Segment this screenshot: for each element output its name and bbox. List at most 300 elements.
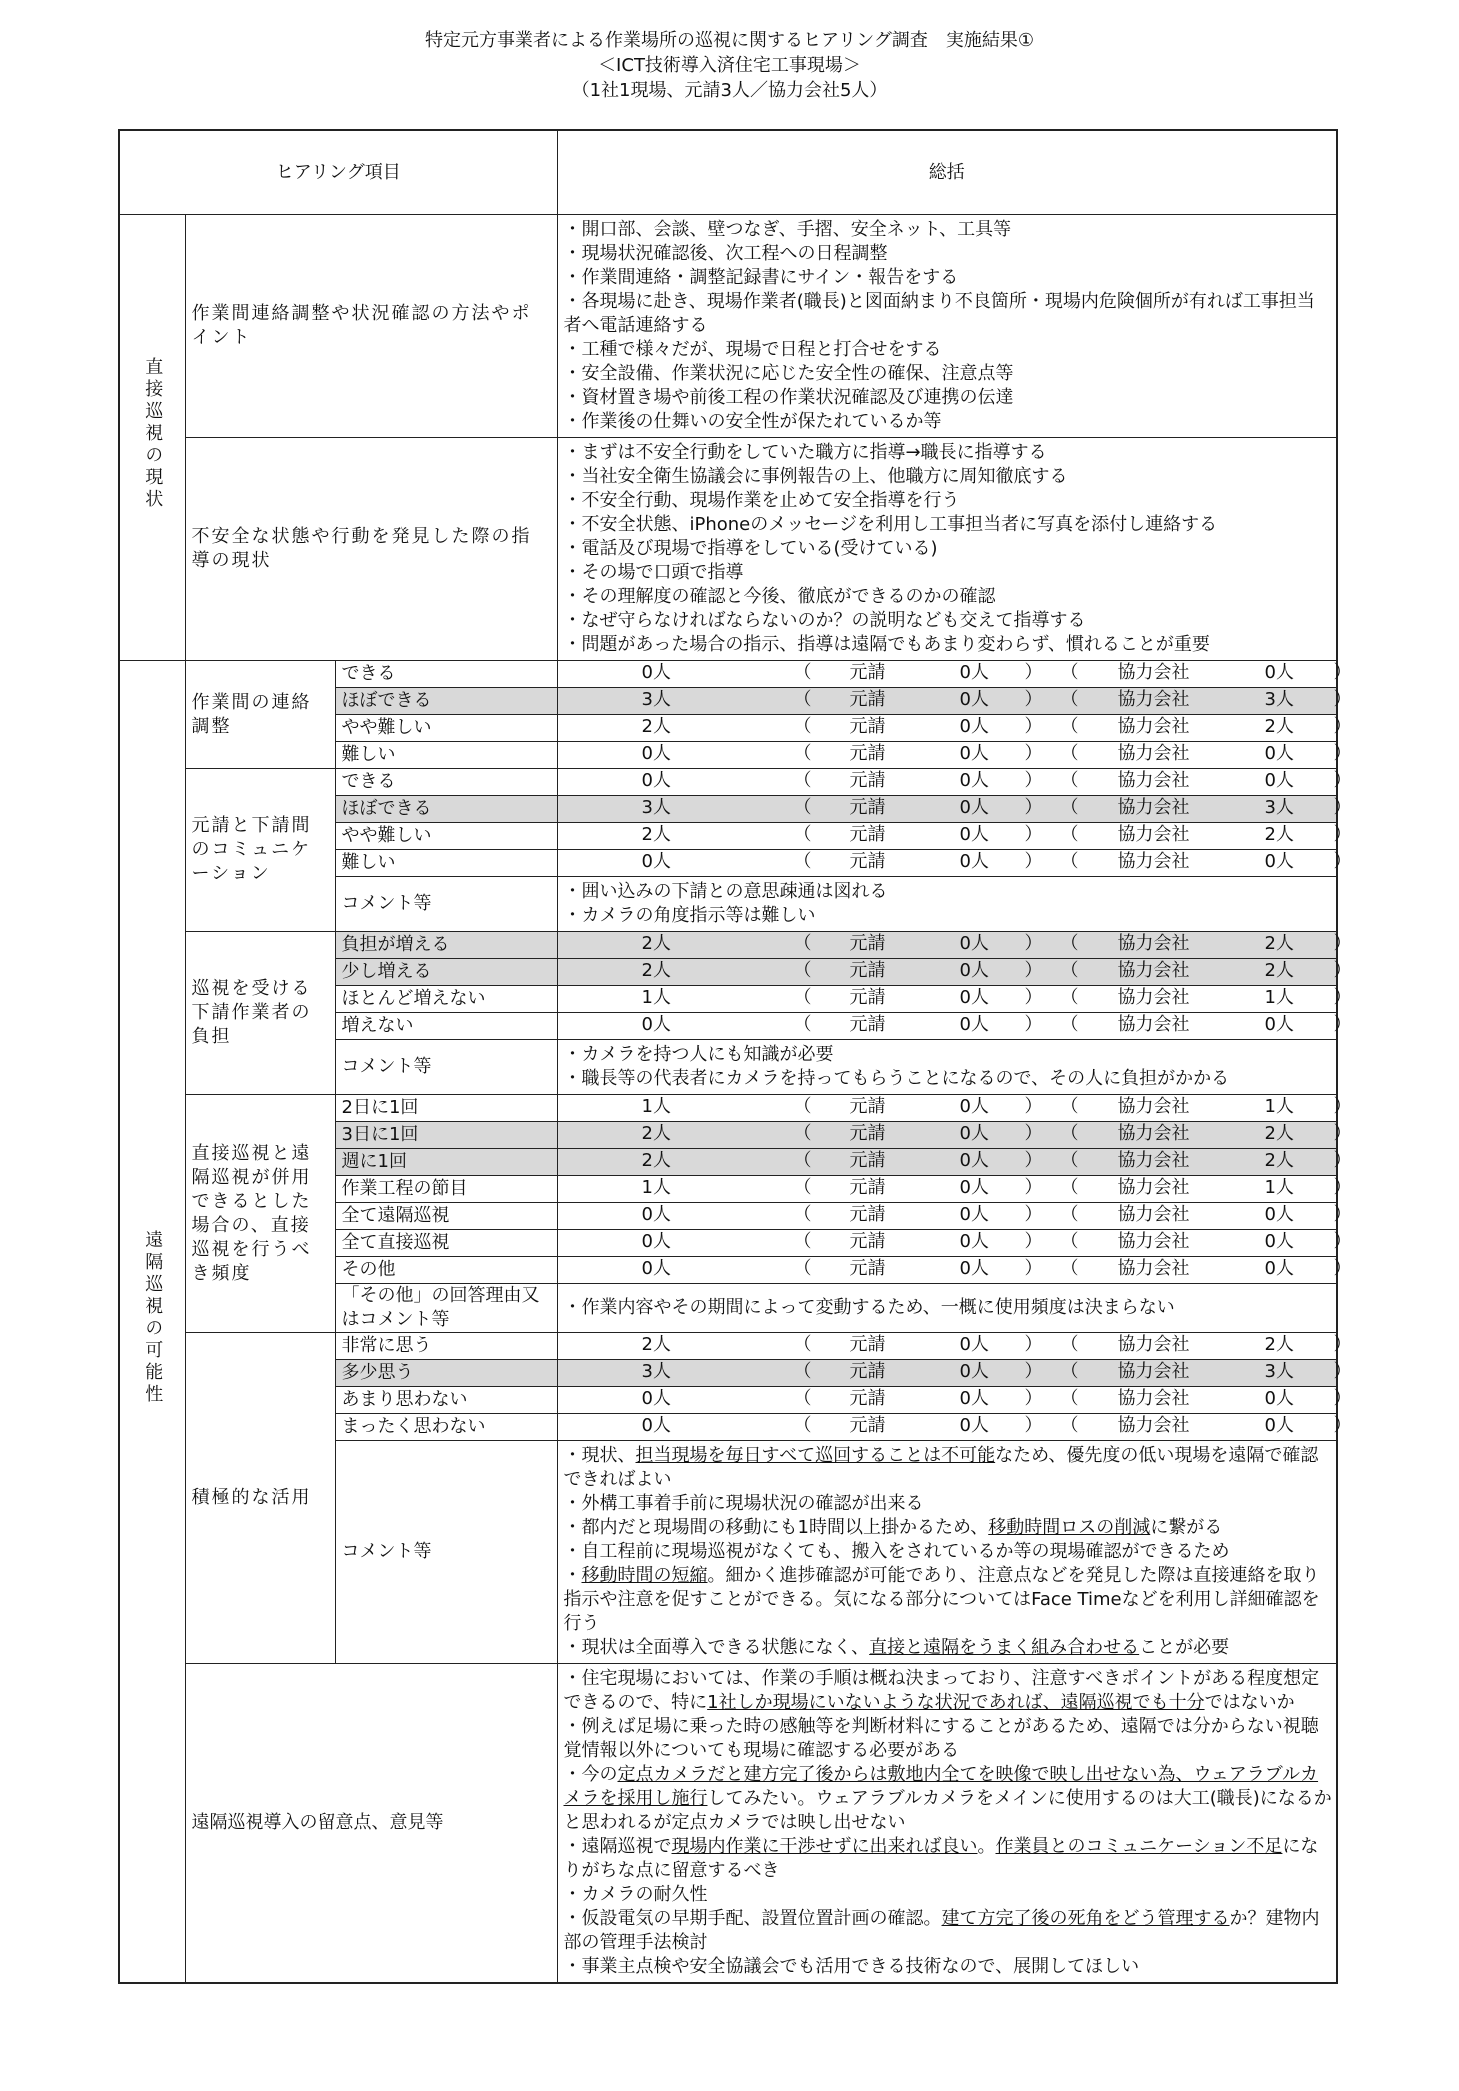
total-count: 1人 bbox=[641, 1096, 671, 1117]
comment-text: ・職長等の代表者にカメラを持ってもらうことになるので、その人に負担がかかる bbox=[563, 1068, 1230, 1089]
comment-line bbox=[564, 1564, 1333, 1636]
kyoryoku-count: 0人 bbox=[1264, 1204, 1294, 1225]
comment-line bbox=[564, 1067, 1333, 1091]
comment-text: してみたい。ウェアラブルカメラをメインに使用するのは大工(職長)になるかと思われるが定点カメラでは映し出せない bbox=[563, 1788, 1332, 1833]
comment-text: ・仮設電気の早期手配、設置位置計画の確認。 bbox=[563, 1908, 942, 1929]
section-direct-label: 直接巡視の現状 bbox=[142, 357, 164, 511]
group-label: 作業間の連絡調整 bbox=[185, 661, 335, 769]
motouke-label: 元請 bbox=[849, 987, 886, 1008]
paren-close: ） bbox=[1333, 1177, 1352, 1198]
paren-close: ） bbox=[1024, 1177, 1043, 1198]
kyoryoku-label: 協力会社 bbox=[1117, 1177, 1190, 1198]
item-label: 不安全な状態や行動を発見した際の指導の現状 bbox=[185, 438, 557, 661]
comment-line bbox=[564, 290, 1333, 338]
paren-close: ） bbox=[1333, 1204, 1352, 1225]
motouke-label: 元請 bbox=[849, 689, 886, 710]
paren-close: ） bbox=[1024, 1388, 1043, 1409]
paren-open: （ bbox=[1060, 1258, 1079, 1279]
comment-text: ・開口部、会談、壁つなぎ、手摺、安全ネット、工具等 bbox=[563, 219, 1012, 240]
motouke-count: 0人 bbox=[959, 1231, 989, 1252]
comment-cell bbox=[557, 877, 1337, 932]
comment-line bbox=[564, 1907, 1333, 1955]
kyoryoku-label: 協力会社 bbox=[1117, 1096, 1190, 1117]
kyoryoku-label: 協力会社 bbox=[1117, 1415, 1190, 1436]
comment-text: ・外構工事着手前に現場状況の確認が出来る bbox=[563, 1493, 924, 1514]
motouke-count: 0人 bbox=[959, 662, 989, 683]
comment-text: ・なぜ守らなければならないのか？の説明なども交えて指導する bbox=[563, 610, 1086, 631]
comment-text: 。細かく進捗確認が可能であり、注意点などを発見した際は直接連絡を取り指示や注意を促すことができる。気になる部分についてはFace Timeなどを利用し詳細確認を行う bbox=[563, 1565, 1320, 1634]
underlined-text: 担当現場を毎日すべて巡回することは不可能 bbox=[635, 1445, 996, 1466]
final-summary bbox=[557, 1664, 1337, 1984]
total-count: 0人 bbox=[641, 851, 671, 872]
option-counts bbox=[557, 1203, 1352, 1230]
option-row bbox=[119, 1333, 1337, 1360]
comment-line bbox=[564, 1955, 1333, 1979]
option-label: やや難しい bbox=[335, 715, 557, 742]
comment-line bbox=[564, 1516, 1333, 1540]
paren-close: ） bbox=[1333, 987, 1352, 1008]
comment-text: ・問題があった場合の指示、指導は遠隔でもあまり変わらず、慣れることが重要 bbox=[563, 634, 1210, 655]
total-count: 2人 bbox=[641, 960, 671, 981]
motouke-label: 元請 bbox=[849, 1361, 886, 1382]
paren-open: （ bbox=[1060, 960, 1079, 981]
comment-text: か？建物内部の管理手法検討 bbox=[563, 1908, 1320, 1953]
motouke-count: 0人 bbox=[959, 933, 989, 954]
kyoryoku-count: 0人 bbox=[1264, 1388, 1294, 1409]
title-line-1: 特定元方事業者による作業場所の巡視に関するヒアリング調査 実施結果① bbox=[424, 30, 1035, 51]
paren-open: （ bbox=[793, 743, 812, 764]
comment-text: ・まずは不安全行動をしていた職方に指導→職長に指導する bbox=[563, 442, 1047, 463]
kyoryoku-count: 2人 bbox=[1264, 1123, 1294, 1144]
motouke-label: 元請 bbox=[849, 851, 886, 872]
option-label: 3日に1回 bbox=[335, 1122, 557, 1149]
paren-open: （ bbox=[793, 770, 812, 791]
comment-cell bbox=[557, 1040, 1337, 1095]
paren-close: ） bbox=[1024, 797, 1043, 818]
paren-open: （ bbox=[1060, 824, 1079, 845]
comment-line bbox=[564, 362, 1333, 386]
total-count: 2人 bbox=[641, 1150, 671, 1171]
kyoryoku-label: 協力会社 bbox=[1117, 933, 1190, 954]
paren-close: ） bbox=[1333, 1150, 1352, 1171]
group-label: 積極的な活用 bbox=[185, 1333, 335, 1664]
comment-text: ・住宅現場においては、作業の手順は概ね決まっており、注意すべきポイントがある程度想定できるので、特に bbox=[563, 1668, 1320, 1713]
comment-text: ・工種で様々だが、現場で日程と打合せをする bbox=[563, 339, 942, 360]
option-counts bbox=[557, 1257, 1352, 1284]
motouke-count: 0人 bbox=[959, 1388, 989, 1409]
motouke-label: 元請 bbox=[849, 1177, 886, 1198]
total-count: 3人 bbox=[641, 1361, 671, 1382]
total-count: 2人 bbox=[641, 716, 671, 737]
paren-close: ） bbox=[1024, 1014, 1043, 1035]
comment-text: に繋がる bbox=[1150, 1517, 1223, 1538]
kyoryoku-label: 協力会社 bbox=[1117, 662, 1190, 683]
paren-close: ） bbox=[1024, 1415, 1043, 1436]
kyoryoku-count: 2人 bbox=[1264, 960, 1294, 981]
option-counts bbox=[557, 1095, 1352, 1122]
option-counts bbox=[557, 796, 1352, 823]
comment-text: ・電話及び現場で指導をしている(受けている) bbox=[563, 538, 938, 559]
paren-open: （ bbox=[1060, 1177, 1079, 1198]
motouke-count: 0人 bbox=[959, 1177, 989, 1198]
paren-open: （ bbox=[1060, 689, 1079, 710]
option-counts bbox=[557, 850, 1352, 877]
comment-line bbox=[564, 1883, 1333, 1907]
group-label: 元請と下請間のコミュニケーション bbox=[185, 769, 335, 932]
option-label: その他 bbox=[335, 1257, 557, 1284]
comment-text: ・事業主点検や安全協議会でも活用できる技術なので、展開してほしい bbox=[563, 1956, 1140, 1977]
paren-close: ） bbox=[1024, 824, 1043, 845]
comment-text: ・作業間連絡・調整記録書にサイン・報告をする bbox=[563, 267, 959, 288]
option-counts bbox=[557, 688, 1352, 715]
comment-text: ではないか bbox=[1204, 1692, 1295, 1713]
option-row bbox=[119, 769, 1337, 796]
kyoryoku-count: 0人 bbox=[1264, 851, 1294, 872]
paren-open: （ bbox=[793, 1014, 812, 1035]
motouke-count: 0人 bbox=[959, 1204, 989, 1225]
kyoryoku-count: 1人 bbox=[1264, 987, 1294, 1008]
option-label: まったく思わない bbox=[335, 1414, 557, 1441]
motouke-count: 0人 bbox=[959, 1096, 989, 1117]
item-summary bbox=[557, 215, 1337, 438]
option-counts bbox=[557, 742, 1352, 769]
comment-text: ・ bbox=[563, 1565, 582, 1586]
underlined-text: 直接と遠隔をうまく組み合わせる bbox=[869, 1637, 1140, 1658]
comment-line bbox=[564, 465, 1333, 489]
kyoryoku-label: 協力会社 bbox=[1117, 987, 1190, 1008]
motouke-count: 0人 bbox=[959, 1361, 989, 1382]
option-counts bbox=[557, 1360, 1352, 1387]
comment-line bbox=[564, 266, 1333, 290]
motouke-label: 元請 bbox=[849, 1415, 886, 1436]
paren-open: （ bbox=[793, 1334, 812, 1355]
comment-line bbox=[564, 1667, 1333, 1715]
section-direct bbox=[119, 215, 185, 661]
option-counts bbox=[557, 1176, 1352, 1203]
total-count: 0人 bbox=[641, 743, 671, 764]
total-count: 3人 bbox=[641, 797, 671, 818]
paren-open: （ bbox=[1060, 1150, 1079, 1171]
total-count: 0人 bbox=[641, 662, 671, 683]
kyoryoku-count: 2人 bbox=[1264, 824, 1294, 845]
paren-close: ） bbox=[1333, 960, 1352, 981]
comment-label: 「その他」の回答理由又はコメント等 bbox=[335, 1284, 557, 1333]
kyoryoku-count: 3人 bbox=[1264, 1361, 1294, 1382]
option-label: 2日に1回 bbox=[335, 1095, 557, 1122]
comment-text: ・囲い込みの下請との意思疎通は図れる bbox=[563, 881, 888, 902]
comment-text: ・遠隔巡視で bbox=[563, 1836, 672, 1857]
paren-close: ） bbox=[1333, 1096, 1352, 1117]
option-label: やや難しい bbox=[335, 823, 557, 850]
final-row bbox=[119, 1664, 1337, 1984]
motouke-count: 0人 bbox=[959, 1415, 989, 1436]
section-remote-label: 遠隔巡視の可能性 bbox=[142, 1230, 164, 1406]
motouke-count: 0人 bbox=[959, 824, 989, 845]
comment-line bbox=[564, 338, 1333, 362]
total-count: 2人 bbox=[641, 1123, 671, 1144]
comment-text: ・都内だと現場間の移動にも1時間以上掛かるため、 bbox=[563, 1517, 989, 1538]
motouke-count: 0人 bbox=[959, 770, 989, 791]
kyoryoku-count: 2人 bbox=[1264, 933, 1294, 954]
total-count: 1人 bbox=[641, 1177, 671, 1198]
kyoryoku-label: 協力会社 bbox=[1117, 1388, 1190, 1409]
paren-open: （ bbox=[793, 1258, 812, 1279]
option-label: ほとんど増えない bbox=[335, 986, 557, 1013]
paren-open: （ bbox=[793, 933, 812, 954]
paren-open: （ bbox=[1060, 1415, 1079, 1436]
motouke-count: 0人 bbox=[959, 851, 989, 872]
comment-line bbox=[564, 904, 1333, 928]
motouke-label: 元請 bbox=[849, 960, 886, 981]
comment-text: ・カメラの耐久性 bbox=[563, 1884, 708, 1905]
comment-line bbox=[564, 609, 1333, 633]
option-label: 作業工程の節目 bbox=[335, 1176, 557, 1203]
paren-close: ） bbox=[1024, 1361, 1043, 1382]
motouke-count: 0人 bbox=[959, 1123, 989, 1144]
comment-line bbox=[564, 1043, 1333, 1067]
kyoryoku-label: 協力会社 bbox=[1117, 824, 1190, 845]
paren-open: （ bbox=[793, 797, 812, 818]
paren-open: （ bbox=[1060, 851, 1079, 872]
total-count: 0人 bbox=[641, 1258, 671, 1279]
paren-open: （ bbox=[793, 1231, 812, 1252]
kyoryoku-count: 0人 bbox=[1264, 1258, 1294, 1279]
option-label: 全て直接巡視 bbox=[335, 1230, 557, 1257]
paren-close: ） bbox=[1333, 743, 1352, 764]
comment-label: コメント等 bbox=[335, 877, 557, 932]
motouke-label: 元請 bbox=[849, 797, 886, 818]
motouke-label: 元請 bbox=[849, 1014, 886, 1035]
comment-line bbox=[564, 1492, 1333, 1516]
paren-open: （ bbox=[793, 1204, 812, 1225]
option-label: 多少思う bbox=[335, 1360, 557, 1387]
comment-text: ・現状、 bbox=[563, 1445, 636, 1466]
paren-close: ） bbox=[1333, 716, 1352, 737]
total-count: 0人 bbox=[641, 1415, 671, 1436]
comment-text: ・作業内容やその期間によって変動するため、一概に使用頻度は決まらない bbox=[563, 1297, 1175, 1318]
motouke-label: 元請 bbox=[849, 1388, 886, 1409]
option-label: 少し増える bbox=[335, 959, 557, 986]
kyoryoku-label: 協力会社 bbox=[1117, 770, 1190, 791]
motouke-count: 0人 bbox=[959, 716, 989, 737]
paren-open: （ bbox=[793, 1177, 812, 1198]
total-count: 2人 bbox=[641, 1334, 671, 1355]
kyoryoku-label: 協力会社 bbox=[1117, 716, 1190, 737]
option-counts bbox=[557, 1333, 1352, 1360]
total-count: 3人 bbox=[641, 689, 671, 710]
underlined-text: 定点カメラだと建方完了後からは敷地内全てを映像で映し出せない為、ウェアラブルカメラを採用し施行 bbox=[563, 1764, 1319, 1809]
total-count: 0人 bbox=[641, 1014, 671, 1035]
paren-open: （ bbox=[793, 689, 812, 710]
comment-line bbox=[564, 489, 1333, 513]
motouke-label: 元請 bbox=[849, 1204, 886, 1225]
paren-close: ） bbox=[1024, 960, 1043, 981]
option-label: 非常に思う bbox=[335, 1333, 557, 1360]
underlined-text: 移動時間ロスの削減 bbox=[988, 1517, 1151, 1538]
comment-text: ・各現場に赴き、現場作業者(職長)と図面納まり不良箇所・現場内危険個所が有れば工事担当者へ電話連絡する bbox=[563, 291, 1315, 336]
paren-close: ） bbox=[1333, 1258, 1352, 1279]
comment-text: ・例えば足場に乗った時の感触等を判断材料にすることがあるため、遠隔では分からない視聴覚情報以外についても現場に確認する必要がある bbox=[563, 1716, 1319, 1761]
paren-open: （ bbox=[793, 1415, 812, 1436]
comment-text: ・その場で口頭で指導 bbox=[563, 562, 744, 583]
motouke-count: 0人 bbox=[959, 1334, 989, 1355]
motouke-label: 元請 bbox=[849, 933, 886, 954]
total-count: 0人 bbox=[641, 1204, 671, 1225]
motouke-count: 0人 bbox=[959, 1014, 989, 1035]
option-counts bbox=[557, 986, 1352, 1013]
comment-text: 。 bbox=[977, 1836, 996, 1857]
motouke-count: 0人 bbox=[959, 743, 989, 764]
kyoryoku-count: 3人 bbox=[1264, 689, 1294, 710]
underlined-text: 作業員とのコミュニケーション不足 bbox=[995, 1836, 1283, 1857]
kyoryoku-label: 協力会社 bbox=[1117, 1123, 1190, 1144]
comment-text: ・その理解度の確認と今後、徹底ができるのかの確認 bbox=[563, 586, 996, 607]
kyoryoku-label: 協力会社 bbox=[1117, 1258, 1190, 1279]
paren-open: （ bbox=[793, 1123, 812, 1144]
comment-text: なため、優先度の低い現場を遠隔で確認できればよい bbox=[563, 1445, 1319, 1490]
kyoryoku-count: 0人 bbox=[1264, 1415, 1294, 1436]
paren-close: ） bbox=[1333, 770, 1352, 791]
comment-text: ・不安全行動、現場作業を止めて安全指導を行う bbox=[563, 490, 960, 511]
comment-text: ・現場状況確認後、次工程への日程調整 bbox=[563, 243, 888, 264]
direct-row bbox=[119, 438, 1337, 661]
option-label: あまり思わない bbox=[335, 1387, 557, 1414]
underlined-text: 建て方完了後の死角をどう管理する bbox=[941, 1908, 1230, 1929]
option-counts bbox=[557, 1414, 1352, 1441]
comment-line bbox=[564, 633, 1333, 657]
total-count: 1人 bbox=[641, 987, 671, 1008]
kyoryoku-count: 1人 bbox=[1264, 1177, 1294, 1198]
kyoryoku-label: 協力会社 bbox=[1117, 1150, 1190, 1171]
comment-text: ・安全設備、作業状況に応じた安全性の確保、注意点等 bbox=[563, 363, 1014, 384]
document-title bbox=[0, 28, 1459, 103]
paren-close: ） bbox=[1024, 1150, 1043, 1171]
motouke-count: 0人 bbox=[959, 689, 989, 710]
paren-close: ） bbox=[1024, 1123, 1043, 1144]
comment-text: ・今の bbox=[563, 1764, 618, 1785]
kyoryoku-label: 協力会社 bbox=[1117, 797, 1190, 818]
paren-close: ） bbox=[1024, 851, 1043, 872]
underlined-text: 現場内作業に干渉せずに出来れば良い bbox=[671, 1836, 978, 1857]
paren-open: （ bbox=[1060, 662, 1079, 683]
paren-close: ） bbox=[1333, 1388, 1352, 1409]
paren-close: ） bbox=[1024, 987, 1043, 1008]
option-label: ほぼできる bbox=[335, 796, 557, 823]
option-row bbox=[119, 661, 1337, 688]
comment-line bbox=[564, 1540, 1333, 1564]
paren-close: ） bbox=[1333, 1334, 1352, 1355]
underlined-text: 1社しか現場にいないような状況であれば、遠隔巡視でも十分 bbox=[707, 1692, 1205, 1713]
kyoryoku-count: 1人 bbox=[1264, 1096, 1294, 1117]
final-label: 遠隔巡視導入の留意点、意見等 bbox=[185, 1664, 557, 1984]
paren-open: （ bbox=[1060, 716, 1079, 737]
total-count: 0人 bbox=[641, 1231, 671, 1252]
paren-open: （ bbox=[1060, 987, 1079, 1008]
motouke-label: 元請 bbox=[849, 662, 886, 683]
paren-close: ） bbox=[1024, 933, 1043, 954]
option-label: 難しい bbox=[335, 742, 557, 769]
item-summary bbox=[557, 438, 1337, 661]
paren-open: （ bbox=[1060, 1204, 1079, 1225]
motouke-label: 元請 bbox=[849, 716, 886, 737]
motouke-count: 0人 bbox=[959, 1258, 989, 1279]
paren-open: （ bbox=[1060, 1388, 1079, 1409]
option-counts bbox=[557, 661, 1352, 688]
paren-close: ） bbox=[1024, 1258, 1043, 1279]
motouke-label: 元請 bbox=[849, 1123, 886, 1144]
paren-close: ） bbox=[1333, 689, 1352, 710]
paren-open: （ bbox=[1060, 797, 1079, 818]
paren-open: （ bbox=[793, 960, 812, 981]
paren-open: （ bbox=[1060, 1231, 1079, 1252]
option-row bbox=[119, 932, 1337, 959]
paren-close: ） bbox=[1333, 1361, 1352, 1382]
comment-line bbox=[564, 410, 1333, 434]
comment-cell bbox=[557, 1441, 1337, 1664]
comment-text: ・作業後の仕舞いの安全性が保たれているか等 bbox=[563, 411, 942, 432]
comment-line bbox=[564, 1636, 1333, 1660]
kyoryoku-label: 協力会社 bbox=[1117, 960, 1190, 981]
comment-text: ・カメラの角度指示等は難しい bbox=[563, 905, 816, 926]
comment-line bbox=[564, 1296, 1333, 1320]
comment-line bbox=[564, 386, 1333, 410]
comment-text: ・資材置き場や前後工程の作業状況確認及び連携の伝達 bbox=[563, 387, 1014, 408]
option-counts bbox=[557, 1013, 1352, 1040]
title-line-2: ＜ICT技術導入済住宅工事現場＞ bbox=[598, 55, 861, 76]
comment-text: ・当社安全衛生協議会に事例報告の上、他職方に周知徹底する bbox=[563, 466, 1068, 487]
paren-close: ） bbox=[1024, 770, 1043, 791]
kyoryoku-count: 0人 bbox=[1264, 662, 1294, 683]
kyoryoku-count: 2人 bbox=[1264, 1334, 1294, 1355]
paren-close: ） bbox=[1024, 716, 1043, 737]
paren-close: ） bbox=[1333, 824, 1352, 845]
paren-open: （ bbox=[793, 1388, 812, 1409]
option-label: 全て遠隔巡視 bbox=[335, 1203, 557, 1230]
comment-line bbox=[564, 1444, 1333, 1492]
paren-open: （ bbox=[1060, 1096, 1079, 1117]
paren-close: ） bbox=[1024, 743, 1043, 764]
option-label: 負担が増える bbox=[335, 932, 557, 959]
paren-close: ） bbox=[1333, 662, 1352, 683]
section-remote bbox=[119, 661, 185, 1984]
kyoryoku-label: 協力会社 bbox=[1117, 1231, 1190, 1252]
comment-line bbox=[564, 880, 1333, 904]
paren-open: （ bbox=[793, 1096, 812, 1117]
option-label: 増えない bbox=[335, 1013, 557, 1040]
option-counts bbox=[557, 959, 1352, 986]
motouke-label: 元請 bbox=[849, 1334, 886, 1355]
header-row bbox=[119, 130, 1337, 215]
comment-text: ・自工程前に現場巡視がなくても、搬入をされているか等の現場確認ができるため bbox=[563, 1541, 1230, 1562]
comment-cell bbox=[557, 1284, 1337, 1333]
kyoryoku-label: 協力会社 bbox=[1117, 851, 1190, 872]
kyoryoku-count: 3人 bbox=[1264, 797, 1294, 818]
motouke-count: 0人 bbox=[959, 987, 989, 1008]
comment-line bbox=[564, 1763, 1333, 1835]
kyoryoku-label: 協力会社 bbox=[1117, 1204, 1190, 1225]
motouke-label: 元請 bbox=[849, 1150, 886, 1171]
paren-open: （ bbox=[793, 851, 812, 872]
underlined-text: 移動時間の短縮 bbox=[581, 1565, 708, 1586]
paren-close: ） bbox=[1333, 933, 1352, 954]
option-label: できる bbox=[335, 769, 557, 796]
comment-line bbox=[564, 585, 1333, 609]
motouke-label: 元請 bbox=[849, 743, 886, 764]
paren-close: ） bbox=[1024, 1096, 1043, 1117]
comment-text: ことが必要 bbox=[1139, 1637, 1230, 1658]
paren-close: ） bbox=[1333, 1014, 1352, 1035]
comment-text: になりがちな点に留意するべき bbox=[563, 1836, 1319, 1881]
